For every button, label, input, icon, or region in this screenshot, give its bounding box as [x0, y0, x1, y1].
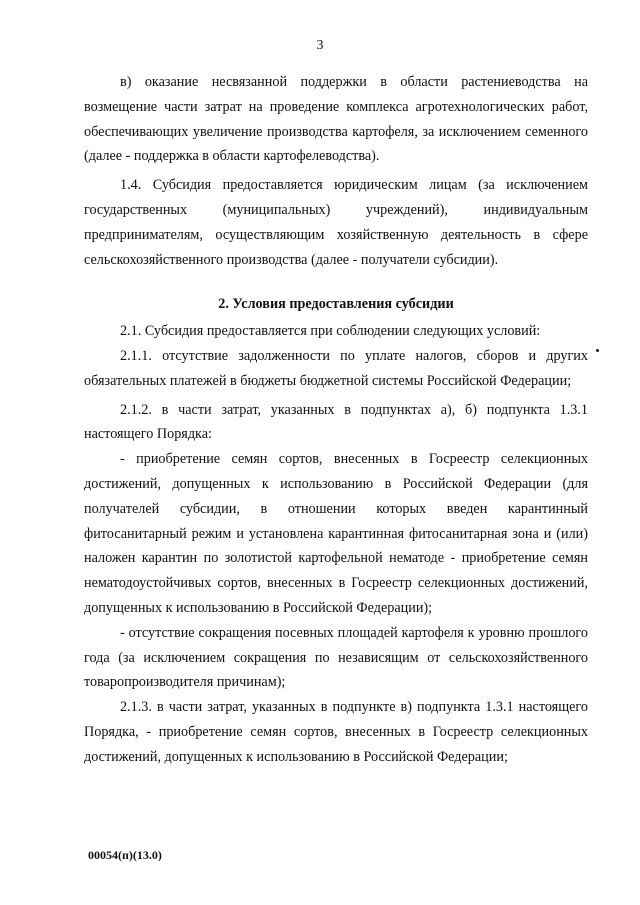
paragraph-2-1-3: 2.1.3. в части затрат, указанных в подпункте в) подпункта 1.3.1 настоящего Порядка, - приобретение семян сортов, внесенных в Госреестр селекционных достижений, допущенных к использованию в Российской Федерации; [84, 699, 588, 765]
paragraph-2-1-2: 2.1.2. в части затрат, указанных в подпунктах а), б) подпункта 1.3.1 настоящего Порядка: [84, 401, 588, 443]
paragraph-2-1: 2.1. Субсидия предоставляется при соблюдении следующих условий: [120, 323, 541, 340]
document-code: 00054(п)(13.0) [88, 848, 162, 862]
paragraph-item-v: в) оказание несвязанной поддержки в области растениеводства на возмещение части затрат на проведение комплекса агротехнологических работ, обеспечивающих увеличение производства картофеля, за исключением семенного (далее - поддержка в области картофелеводства). [84, 74, 588, 165]
page-number: 3 [316, 38, 324, 53]
document-body [84, 70, 588, 770]
paragraph-1-4: 1.4. Субсидия предоставляется юридическим лицам (за исключением государственных (муниципальных) учреждений), индивидуальным предпринимателям, осуществляющим хозяйственную деятельность в сфере сельскохозяйственного производства (далее - получатели субсидии). [84, 177, 588, 268]
section-heading: 2. Условия предоставления субсидии [218, 296, 454, 313]
paragraph-no-area-reduction: - отсутствие сокращения посевных площадей картофеля к уровню прошлого года (за исключением сокращения по независящим от сельскохозяйственного товаропроизводителя причинам); [84, 624, 588, 691]
scan-speck [596, 349, 599, 352]
paragraph-2-1-1: 2.1.1. отсутствие задолженности по уплате налогов, сборов и других обязательных платежей в бюджеты бюджетной системы Российской Федерации; [84, 347, 588, 389]
paragraph-seed-purchase: - приобретение семян сортов, внесенных в Госреестр селекционных достижений, допущенных к использованию в Российской Федерации (для получателей субсидии, в отношении которых введен карантинный фитосанитарный режим и установлена карантинная фитосанитарная зона и (или) наложен карантин по золотистой картофельной нематоде - приобретение семян нематодоустойчивых сортов, внесенных в Госреестр селекционных достижений, допущенных к использованию в Российской Федерации); [84, 451, 588, 616]
